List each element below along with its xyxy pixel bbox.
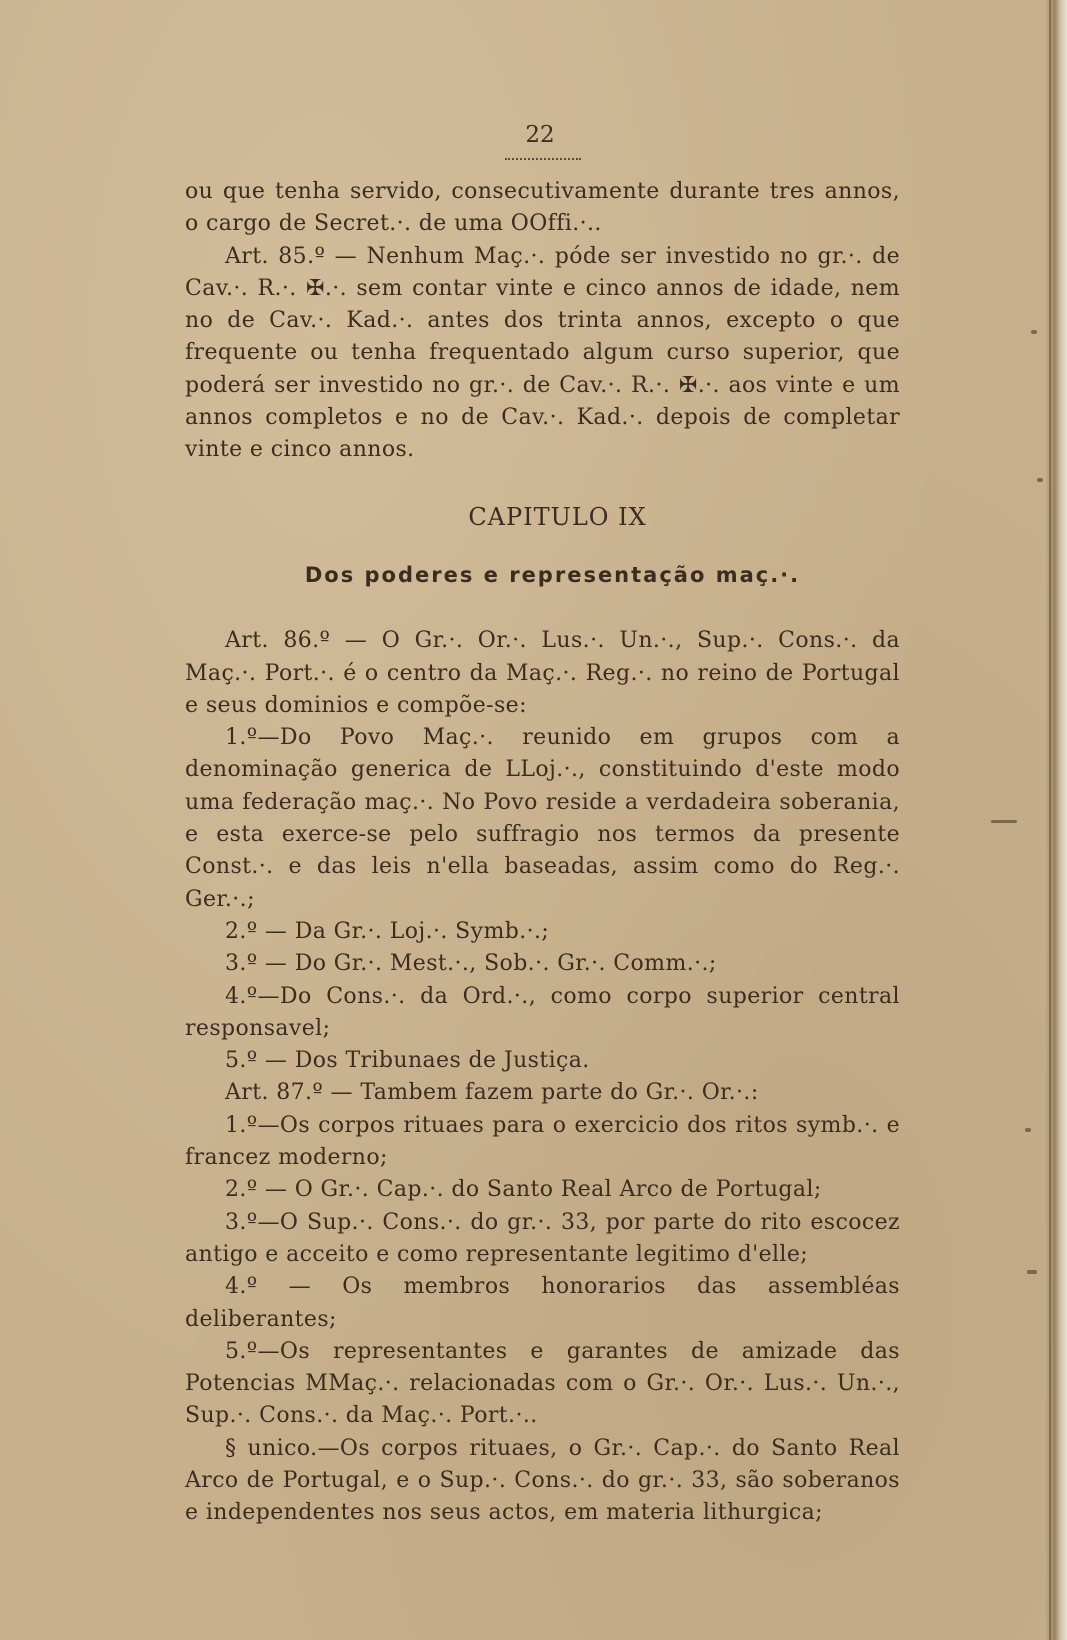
list-item: 1.º—Do Povo Maç.·. reunido em grupos com a denominação generica de LLoj.·., constituindo d'este modo uma federação maç.·. No Povo reside a verdadeira soberania, e esta exerce-se pelo suffragio nos termos da presente Const.·. e das leis n'ella baseadas, assim como do Reg.·. Ger.·.;: [185, 725, 900, 912]
paper-fleck: [1025, 1128, 1031, 1132]
paragraph-art-87: Art. 87.º — Tambem fazem parte do Gr.·. Or.·.:: [225, 1080, 759, 1106]
list-item: 4.º — Os membros honorarios das assembléas deliberantes;: [185, 1274, 900, 1332]
list-item: 4.º—Do Cons.·. da Ord.·., como corpo superior central responsavel;: [185, 983, 900, 1041]
paragraph: ou que tenha servido, consecutivamente durante tres annos, o cargo de Secret.·. de uma OOffi.·..: [185, 179, 900, 237]
paper-fleck: [1031, 330, 1037, 334]
page-edge-line: [1049, 0, 1051, 1640]
paper-fleck: [991, 820, 1017, 823]
list-item: 2.º — Da Gr.·. Loj.·. Symb.·.;: [225, 918, 550, 944]
list-item: 3.º—O Sup.·. Cons.·. do gr.·. 33, por parte do rito escocez antigo e acceito e como representante legitimo d'elle;: [185, 1209, 900, 1267]
chapter-title: CAPITULO IX: [468, 502, 647, 531]
list-item: 1.º—Os corpos rituaes para o exercicio dos ritos symb.·. e francez moderno;: [185, 1112, 900, 1171]
list-item: 3.º — Do Gr.·. Mest.·., Sob.·. Gr.·. Comm.·.;: [225, 951, 717, 977]
page-number: 22: [525, 122, 555, 148]
list-item: 2.º — O Gr.·. Cap.·. do Santo Real Arco de Portugal;: [225, 1177, 822, 1203]
paragraph-art-85: Art. 85.º — Nenhum Maç.·. póde ser investido no gr.·. de Cav.·. R.·. ✠.·. sem contar vinte e cinco annos de idade, nem no de Cav.·. Kad.·. antes dos trinta annos, excepto o que frequente ou tenha frequentado algum curso superior, que poderá ser investido no gr.·. de Cav.·. R.·. ✠.·. aos vinte e um annos completos e no de Cav.·. Kad.·. depois de completar vinte e cinco annos.: [185, 243, 900, 463]
paper-fleck: [1027, 1270, 1037, 1274]
chapter-subtitle: Dos poderes e representação maç.·.: [304, 562, 801, 587]
paragraph-single-section: § unico.—Os corpos rituaes, o Gr.·. Cap.·. do Santo Real Arco de Portugal, e o Sup.·. Cons.·. do gr.·. 33, são soberanos e independentes nos seus actos, em materia lithurgica;: [185, 1435, 900, 1526]
body-text: [185, 176, 900, 1530]
paper-fleck: [1037, 478, 1043, 482]
paragraph-art-86: Art. 86.º — O Gr.·. Or.·. Lus.·. Un.·., Sup.·. Cons.·. da Maç.·. Port.·. é o centro da Maç.·. Reg.·. no reino de Portugal e seus dominios e compõe-se:: [185, 628, 900, 718]
list-item: 5.º — Dos Tribunaes de Justiça.: [225, 1048, 590, 1074]
list-item: 5.º—Os representantes e garantes de amizade das Potencias MMaç.·. relacionadas com o Gr.·. Or.·. Lus.·. Un.·., Sup.·. Cons.·. da Maç.·. Port.·..: [185, 1338, 900, 1429]
page-number-rule: [505, 158, 581, 160]
